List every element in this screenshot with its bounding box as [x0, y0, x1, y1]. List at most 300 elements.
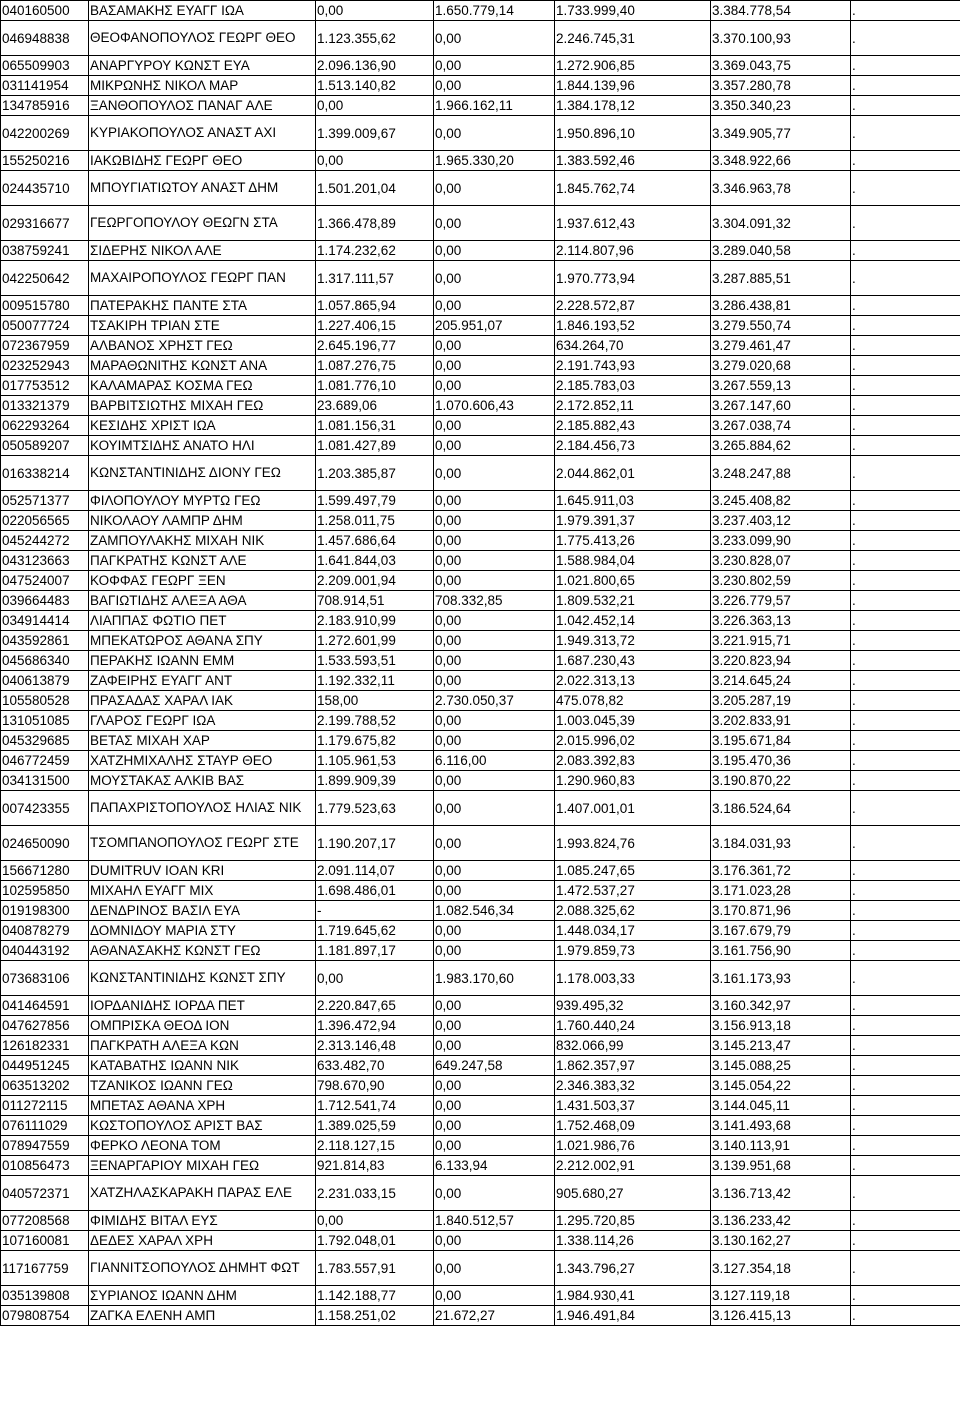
- name-cell: ΚΟΦΦΑΣ ΓΕΩΡΓ ΞΕΝ: [89, 571, 316, 591]
- table-row: [1, 961, 960, 996]
- amount-1-cell: 1.272.601,99: [316, 631, 434, 651]
- total-cell: 3.369.043,75: [711, 56, 851, 76]
- amount-3-cell: 1.846.193,52: [555, 316, 711, 336]
- amount-3-cell: 1.021.800,65: [555, 571, 711, 591]
- table-row: [1, 901, 960, 921]
- amount-3-cell: 1.687.230,43: [555, 651, 711, 671]
- amount-3-cell: 1.472.537,27: [555, 881, 711, 901]
- amount-3-cell: 1.862.357,97: [555, 1056, 711, 1076]
- total-cell: 3.141.493,68: [711, 1116, 851, 1136]
- amount-3-cell: 2.212.002,91: [555, 1156, 711, 1176]
- amount-1-cell: 1.174.232,62: [316, 241, 434, 261]
- amount-2-cell: 0,00: [434, 1136, 555, 1156]
- amount-1-cell: 2.209.001,94: [316, 571, 434, 591]
- marker-cell: .: [851, 861, 960, 881]
- total-cell: 3.265.884,62: [711, 436, 851, 456]
- name-cell: ΛΙΑΠΠΑΣ ΦΩΤΙΟ ΠΕΤ: [89, 611, 316, 631]
- total-cell: 3.349.905,77: [711, 116, 851, 151]
- amount-1-cell: 1.123.355,62: [316, 21, 434, 56]
- amount-3-cell: 1.760.440,24: [555, 1016, 711, 1036]
- name-cell: ΑΝΑΡΓΥΡΟΥ ΚΩΝΣΤ ΕΥΑ: [89, 56, 316, 76]
- table-row: [1, 511, 960, 531]
- tax-id-cell: 024650090: [1, 826, 89, 861]
- name-cell: ΜΠΟΥΓΙΑΤΙΩΤΟΥ ΑΝΑΣΤ ΔΗΜ: [89, 171, 316, 206]
- tax-id-cell: 039664483: [1, 591, 89, 611]
- tax-id-cell: 156671280: [1, 861, 89, 881]
- name-cell: ΒΑΣΑΜΑΚΗΣ ΕΥΑΓΓ ΙΩΑ: [89, 1, 316, 21]
- marker-cell: .: [851, 356, 960, 376]
- amount-3-cell: 2.185.882,43: [555, 416, 711, 436]
- amount-1-cell: 1.501.201,04: [316, 171, 434, 206]
- name-cell: ΑΘΑΝΑΣΑΚΗΣ ΚΩΝΣΤ ΓΕΩ: [89, 941, 316, 961]
- amount-3-cell: 1.845.762,74: [555, 171, 711, 206]
- table-row: [1, 1056, 960, 1076]
- amount-3-cell: 905.680,27: [555, 1176, 711, 1211]
- tax-id-cell: 040160500: [1, 1, 89, 21]
- name-cell: ΤΣΟΜΠΑΝΟΠΟΥΛΟΣ ΓΕΩΡΓ ΣΤΕ: [89, 826, 316, 861]
- marker-cell: .: [851, 436, 960, 456]
- amount-1-cell: 1.317.111,57: [316, 261, 434, 296]
- total-cell: 3.220.823,94: [711, 651, 851, 671]
- tax-id-cell: 009515780: [1, 296, 89, 316]
- amount-1-cell: 1.105.961,53: [316, 751, 434, 771]
- amount-1-cell: 1.203.385,87: [316, 456, 434, 491]
- amount-2-cell: 0,00: [434, 376, 555, 396]
- marker-cell: .: [851, 571, 960, 591]
- total-cell: 3.279.020,68: [711, 356, 851, 376]
- table-row: [1, 296, 960, 316]
- amount-2-cell: 0,00: [434, 1286, 555, 1306]
- name-cell: ΠΑΓΚΡΑΤΗΣ ΚΩΝΣΤ ΑΛΕ: [89, 551, 316, 571]
- tax-id-cell: 007423355: [1, 791, 89, 826]
- amount-2-cell: 0,00: [434, 881, 555, 901]
- table-row: [1, 316, 960, 336]
- total-cell: 3.370.100,93: [711, 21, 851, 56]
- marker-cell: .: [851, 671, 960, 691]
- amount-3-cell: 1.085.247,65: [555, 861, 711, 881]
- amount-3-cell: 1.407.001,01: [555, 791, 711, 826]
- amount-2-cell: 0,00: [434, 921, 555, 941]
- tax-id-cell: 078947559: [1, 1136, 89, 1156]
- marker-cell: .: [851, 941, 960, 961]
- total-cell: 3.145.213,47: [711, 1036, 851, 1056]
- amount-1-cell: 1.712.541,74: [316, 1096, 434, 1116]
- amount-1-cell: 0,00: [316, 96, 434, 116]
- amount-3-cell: 1.338.114,26: [555, 1231, 711, 1251]
- total-cell: 3.161.173,93: [711, 961, 851, 996]
- marker-cell: .: [851, 1286, 960, 1306]
- total-cell: 3.186.524,64: [711, 791, 851, 826]
- tax-id-cell: 017753512: [1, 376, 89, 396]
- name-cell: ΠΡΑΣΑΔΑΣ ΧΑΡΑΛ ΙΑΚ: [89, 691, 316, 711]
- amount-2-cell: 1.966.162,11: [434, 96, 555, 116]
- name-cell: ΓΕΩΡΓΟΠΟΥΛΟΥ ΘΕΩΓΝ ΣΤΑ: [89, 206, 316, 241]
- name-cell: ΧΑΤΖΗΜΙΧΑΛΗΣ ΣΤΑΥΡ ΘΕΟ: [89, 751, 316, 771]
- total-cell: 3.230.802,59: [711, 571, 851, 591]
- tax-id-cell: 029316677: [1, 206, 89, 241]
- table-row: [1, 206, 960, 241]
- amount-2-cell: 0,00: [434, 76, 555, 96]
- amount-1-cell: 2.220.847,65: [316, 996, 434, 1016]
- amount-1-cell: 1.599.497,79: [316, 491, 434, 511]
- total-cell: 3.144.045,11: [711, 1096, 851, 1116]
- marker-cell: .: [851, 1211, 960, 1231]
- name-cell: ΠΕΡΑΚΗΣ ΙΩΑΝΝ ΕΜΜ: [89, 651, 316, 671]
- name-cell: ΚΕΣΙΔΗΣ ΧΡΙΣΤ ΙΩΑ: [89, 416, 316, 436]
- amount-3-cell: 1.970.773,94: [555, 261, 711, 296]
- total-cell: 3.346.963,78: [711, 171, 851, 206]
- marker-cell: .: [851, 1176, 960, 1211]
- amount-2-cell: 0,00: [434, 941, 555, 961]
- name-cell: ΒΑΓΙΩΤΙΔΗΣ ΑΛΕΞΑ ΑΘΑ: [89, 591, 316, 611]
- records-table-body: [1, 1, 960, 1326]
- tax-id-cell: 043123663: [1, 551, 89, 571]
- amount-2-cell: 0,00: [434, 21, 555, 56]
- table-row: [1, 416, 960, 436]
- amount-3-cell: 2.088.325,62: [555, 901, 711, 921]
- table-row: [1, 1156, 960, 1176]
- marker-cell: .: [851, 96, 960, 116]
- table-row: [1, 611, 960, 631]
- name-cell: ΑΛΒΑΝΟΣ ΧΡΗΣΤ ΓΕΩ: [89, 336, 316, 356]
- amount-2-cell: 0,00: [434, 671, 555, 691]
- amount-1-cell: 1.698.486,01: [316, 881, 434, 901]
- total-cell: 3.195.671,84: [711, 731, 851, 751]
- table-row: [1, 771, 960, 791]
- marker-cell: .: [851, 76, 960, 96]
- tax-id-cell: 035139808: [1, 1286, 89, 1306]
- amount-2-cell: 0,00: [434, 1096, 555, 1116]
- amount-1-cell: 0,00: [316, 151, 434, 171]
- tax-id-cell: 072367959: [1, 336, 89, 356]
- amount-3-cell: 1.993.824,76: [555, 826, 711, 861]
- amount-3-cell: 1.937.612,43: [555, 206, 711, 241]
- amount-1-cell: 1.389.025,59: [316, 1116, 434, 1136]
- amount-3-cell: 475.078,82: [555, 691, 711, 711]
- amount-2-cell: 0,00: [434, 551, 555, 571]
- marker-cell: .: [851, 611, 960, 631]
- amount-1-cell: 1.258.011,75: [316, 511, 434, 531]
- name-cell: ΜΠΕΚΑΤΩΡΟΣ ΑΘΑΝΑ ΣΠΥ: [89, 631, 316, 651]
- amount-3-cell: 2.172.852,11: [555, 396, 711, 416]
- marker-cell: .: [851, 1116, 960, 1136]
- marker-cell: .: [851, 116, 960, 151]
- total-cell: 3.230.828,07: [711, 551, 851, 571]
- amount-2-cell: 0,00: [434, 416, 555, 436]
- marker-cell: .: [851, 151, 960, 171]
- marker-cell: .: [851, 56, 960, 76]
- name-cell: ΒΑΡΒΙΤΣΙΩΤΗΣ ΜΙΧΑΗ ΓΕΩ: [89, 396, 316, 416]
- amount-1-cell: 1.457.686,64: [316, 531, 434, 551]
- total-cell: 3.136.233,42: [711, 1211, 851, 1231]
- amount-3-cell: 2.184.456,73: [555, 436, 711, 456]
- total-cell: 3.171.023,28: [711, 881, 851, 901]
- name-cell: ΝΙΚΟΛΑΟΥ ΛΑΜΠΡ ΔΗΜ: [89, 511, 316, 531]
- marker-cell: .: [851, 901, 960, 921]
- amount-3-cell: 939.495,32: [555, 996, 711, 1016]
- tax-id-cell: 117167759: [1, 1251, 89, 1286]
- amount-3-cell: 1.733.999,40: [555, 1, 711, 21]
- table-row: [1, 691, 960, 711]
- table-row: [1, 56, 960, 76]
- amount-3-cell: 1.949.313,72: [555, 631, 711, 651]
- amount-1-cell: 0,00: [316, 1, 434, 21]
- amount-1-cell: 1.719.645,62: [316, 921, 434, 941]
- total-cell: 3.214.645,24: [711, 671, 851, 691]
- amount-2-cell: 0,00: [434, 241, 555, 261]
- total-cell: 3.145.088,25: [711, 1056, 851, 1076]
- table-row: [1, 631, 960, 651]
- total-cell: 3.195.470,36: [711, 751, 851, 771]
- tax-id-cell: 040613879: [1, 671, 89, 691]
- table-row: [1, 711, 960, 731]
- amount-1-cell: -: [316, 901, 434, 921]
- amount-1-cell: 1.366.478,89: [316, 206, 434, 241]
- marker-cell: .: [851, 1231, 960, 1251]
- table-row: [1, 731, 960, 751]
- name-cell: ΜΟΥΣΤΑΚΑΣ ΑΛΚΙΒ ΒΑΣ: [89, 771, 316, 791]
- amount-2-cell: 0,00: [434, 171, 555, 206]
- total-cell: 3.167.679,79: [711, 921, 851, 941]
- total-cell: 3.357.280,78: [711, 76, 851, 96]
- amount-2-cell: 0,00: [434, 1076, 555, 1096]
- marker-cell: .: [851, 456, 960, 491]
- total-cell: 3.139.951,68: [711, 1156, 851, 1176]
- total-cell: 3.127.354,18: [711, 1251, 851, 1286]
- name-cell: ΖΑΦΕΙΡΗΣ ΕΥΑΓΓ ΑΝΤ: [89, 671, 316, 691]
- amount-1-cell: 1.779.523,63: [316, 791, 434, 826]
- name-cell: ΜΑΡΑΘΩΝΙΤΗΣ ΚΩΝΣΤ ΑΝΑ: [89, 356, 316, 376]
- tax-id-cell: 045244272: [1, 531, 89, 551]
- tax-id-cell: 046772459: [1, 751, 89, 771]
- marker-cell: .: [851, 1056, 960, 1076]
- marker-cell: .: [851, 206, 960, 241]
- total-cell: 3.184.031,93: [711, 826, 851, 861]
- amount-3-cell: 1.295.720,85: [555, 1211, 711, 1231]
- name-cell: ΙΟΡΔΑΝΙΔΗΣ ΙΟΡΔΑ ΠΕΤ: [89, 996, 316, 1016]
- amount-2-cell: 0,00: [434, 336, 555, 356]
- amount-3-cell: 1.775.413,26: [555, 531, 711, 551]
- name-cell: ΦΙΛΟΠΟΥΛΟΥ ΜΥΡΤΩ ΓΕΩ: [89, 491, 316, 511]
- marker-cell: .: [851, 591, 960, 611]
- total-cell: 3.304.091,32: [711, 206, 851, 241]
- amount-3-cell: 1.431.503,37: [555, 1096, 711, 1116]
- amount-1-cell: 1.513.140,82: [316, 76, 434, 96]
- marker-cell: .: [851, 1076, 960, 1096]
- marker-cell: .: [851, 711, 960, 731]
- amount-2-cell: 0,00: [434, 771, 555, 791]
- marker-cell: .: [851, 491, 960, 511]
- name-cell: ΤΣΑΚΙΡΗ ΤΡΙΑΝ ΣΤΕ: [89, 316, 316, 336]
- table-row: [1, 1116, 960, 1136]
- table-row: [1, 996, 960, 1016]
- tax-id-cell: 041464591: [1, 996, 89, 1016]
- amount-1-cell: 2.096.136,90: [316, 56, 434, 76]
- total-cell: 3.279.461,47: [711, 336, 851, 356]
- tax-id-cell: 040878279: [1, 921, 89, 941]
- amount-2-cell: 0,00: [434, 436, 555, 456]
- table-row: [1, 551, 960, 571]
- total-cell: 3.145.054,22: [711, 1076, 851, 1096]
- table-row: [1, 941, 960, 961]
- tax-id-cell: 155250216: [1, 151, 89, 171]
- amount-1-cell: 1.396.472,94: [316, 1016, 434, 1036]
- marker-cell: .: [851, 261, 960, 296]
- table-row: [1, 1096, 960, 1116]
- total-cell: 3.170.871,96: [711, 901, 851, 921]
- amount-1-cell: 2.231.033,15: [316, 1176, 434, 1211]
- name-cell: ΠΑΤΕΡΑΚΗΣ ΠΑΝΤΕ ΣΤΑ: [89, 296, 316, 316]
- tax-id-cell: 126182331: [1, 1036, 89, 1056]
- amount-1-cell: 0,00: [316, 1211, 434, 1231]
- amount-3-cell: 2.228.572,87: [555, 296, 711, 316]
- amount-3-cell: 2.346.383,32: [555, 1076, 711, 1096]
- total-cell: 3.160.342,97: [711, 996, 851, 1016]
- amount-2-cell: 0,00: [434, 826, 555, 861]
- total-cell: 3.161.756,90: [711, 941, 851, 961]
- name-cell: ΜΙΧΑΗΛ ΕΥΑΓΓ ΜΙΧ: [89, 881, 316, 901]
- name-cell: ΖΑΓΚΑ ΕΛΕΝΗ ΑΜΠ: [89, 1306, 316, 1326]
- table-row: [1, 881, 960, 901]
- tax-id-cell: 077208568: [1, 1211, 89, 1231]
- amount-2-cell: 0,00: [434, 631, 555, 651]
- amount-3-cell: 1.979.391,37: [555, 511, 711, 531]
- amount-1-cell: 1.533.593,51: [316, 651, 434, 671]
- table-row: [1, 1211, 960, 1231]
- marker-cell: .: [851, 1156, 960, 1176]
- amount-2-cell: 0,00: [434, 1176, 555, 1211]
- amount-2-cell: 1.082.546,34: [434, 901, 555, 921]
- tax-id-cell: 013321379: [1, 396, 89, 416]
- tax-id-cell: 052571377: [1, 491, 89, 511]
- table-row: [1, 1176, 960, 1211]
- tax-id-cell: 045329685: [1, 731, 89, 751]
- name-cell: ΚΩΝΣΤΑΝΤΙΝΙΔΗΣ ΔΙΟΝΥ ΓΕΩ: [89, 456, 316, 491]
- tax-id-cell: 031141954: [1, 76, 89, 96]
- total-cell: 3.286.438,81: [711, 296, 851, 316]
- amount-3-cell: 1.588.984,04: [555, 551, 711, 571]
- name-cell: ΟΜΠΡΙΣΚΑ ΘΕΟΔ ΙΟΝ: [89, 1016, 316, 1036]
- total-cell: 3.289.040,58: [711, 241, 851, 261]
- tax-id-cell: 047524007: [1, 571, 89, 591]
- marker-cell: .: [851, 961, 960, 996]
- table-row: [1, 751, 960, 771]
- tax-id-cell: 040443192: [1, 941, 89, 961]
- total-cell: 3.202.833,91: [711, 711, 851, 731]
- amount-2-cell: 649.247,58: [434, 1056, 555, 1076]
- tax-id-cell: 073683106: [1, 961, 89, 996]
- tax-id-cell: 010856473: [1, 1156, 89, 1176]
- table-row: [1, 21, 960, 56]
- marker-cell: .: [851, 316, 960, 336]
- amount-3-cell: 1.343.796,27: [555, 1251, 711, 1286]
- table-row: [1, 1016, 960, 1036]
- tax-id-cell: 019198300: [1, 901, 89, 921]
- tax-id-cell: 044951245: [1, 1056, 89, 1076]
- amount-3-cell: 2.191.743,93: [555, 356, 711, 376]
- amount-1-cell: 2.118.127,15: [316, 1136, 434, 1156]
- total-cell: 3.140.113,91: [711, 1136, 851, 1156]
- amount-2-cell: 0,00: [434, 296, 555, 316]
- marker-cell: .: [851, 1096, 960, 1116]
- tax-id-cell: 024435710: [1, 171, 89, 206]
- marker-cell: .: [851, 1306, 960, 1326]
- name-cell: ΠΑΠΑΧΡΙΣΤΟΠΟΥΛΟΣ ΗΛΙΑΣ ΝΙΚ: [89, 791, 316, 826]
- amount-2-cell: 1.650.779,14: [434, 1, 555, 21]
- name-cell: ΣΙΔΕΡΗΣ ΝΙΚΟΛ ΑΛΕ: [89, 241, 316, 261]
- amount-2-cell: 0,00: [434, 116, 555, 151]
- name-cell: ΚΑΛΑΜΑΡΑΣ ΚΟΣΜΑ ΓΕΩ: [89, 376, 316, 396]
- name-cell: ΜΙΚΡΩΝΗΣ ΝΙΚΟΛ ΜΑΡ: [89, 76, 316, 96]
- tax-id-cell: 107160081: [1, 1231, 89, 1251]
- amount-1-cell: 921.814,83: [316, 1156, 434, 1176]
- amount-2-cell: 0,00: [434, 456, 555, 491]
- tax-id-cell: 050589207: [1, 436, 89, 456]
- amount-3-cell: 1.979.859,73: [555, 941, 711, 961]
- name-cell: ΦΙΜΙΔΗΣ ΒΙΤΑΛ ΕΥΣ: [89, 1211, 316, 1231]
- table-row: [1, 356, 960, 376]
- amount-3-cell: 2.083.392,83: [555, 751, 711, 771]
- table-row: [1, 396, 960, 416]
- name-cell: ΔΕΝΔΡΙΝΟΣ ΒΑΣΙΛ ΕΥΑ: [89, 901, 316, 921]
- amount-2-cell: 21.672,27: [434, 1306, 555, 1326]
- amount-3-cell: 832.066,99: [555, 1036, 711, 1056]
- amount-1-cell: 1.181.897,17: [316, 941, 434, 961]
- amount-1-cell: 0,00: [316, 961, 434, 996]
- amount-3-cell: 2.044.862,01: [555, 456, 711, 491]
- total-cell: 3.126.415,13: [711, 1306, 851, 1326]
- table-row: [1, 571, 960, 591]
- table-row: [1, 1306, 960, 1326]
- marker-cell: .: [851, 336, 960, 356]
- amount-3-cell: 1.042.452,14: [555, 611, 711, 631]
- amount-1-cell: 1.081.156,31: [316, 416, 434, 436]
- amount-2-cell: 6.116,00: [434, 751, 555, 771]
- marker-cell: .: [851, 1136, 960, 1156]
- marker-cell: .: [851, 691, 960, 711]
- table-row: [1, 591, 960, 611]
- marker-cell: .: [851, 771, 960, 791]
- tax-id-cell: 047627856: [1, 1016, 89, 1036]
- amount-2-cell: 0,00: [434, 491, 555, 511]
- amount-2-cell: 0,00: [434, 1036, 555, 1056]
- name-cell: ΞΑΝΘΟΠΟΥΛΟΣ ΠΑΝΑΓ ΑΛΕ: [89, 96, 316, 116]
- tax-id-cell: 063513202: [1, 1076, 89, 1096]
- tax-id-cell: 038759241: [1, 241, 89, 261]
- table-row: [1, 491, 960, 511]
- name-cell: ΘΕΟΦΑΝΟΠΟΥΛΟΣ ΓΕΩΡΓ ΘΕΟ: [89, 21, 316, 56]
- amount-3-cell: 1.950.896,10: [555, 116, 711, 151]
- amount-1-cell: 1.641.844,03: [316, 551, 434, 571]
- table-row: [1, 861, 960, 881]
- amount-3-cell: 1.946.491,84: [555, 1306, 711, 1326]
- amount-2-cell: 0,00: [434, 511, 555, 531]
- table-row: [1, 531, 960, 551]
- table-row: [1, 826, 960, 861]
- marker-cell: .: [851, 1036, 960, 1056]
- marker-cell: .: [851, 996, 960, 1016]
- amount-2-cell: 2.730.050,37: [434, 691, 555, 711]
- total-cell: 3.267.038,74: [711, 416, 851, 436]
- amount-1-cell: 1.399.009,67: [316, 116, 434, 151]
- marker-cell: .: [851, 631, 960, 651]
- tax-id-cell: 022056565: [1, 511, 89, 531]
- amount-3-cell: 2.185.783,03: [555, 376, 711, 396]
- table-row: [1, 171, 960, 206]
- marker-cell: .: [851, 881, 960, 901]
- total-cell: 3.279.550,74: [711, 316, 851, 336]
- table-row: [1, 671, 960, 691]
